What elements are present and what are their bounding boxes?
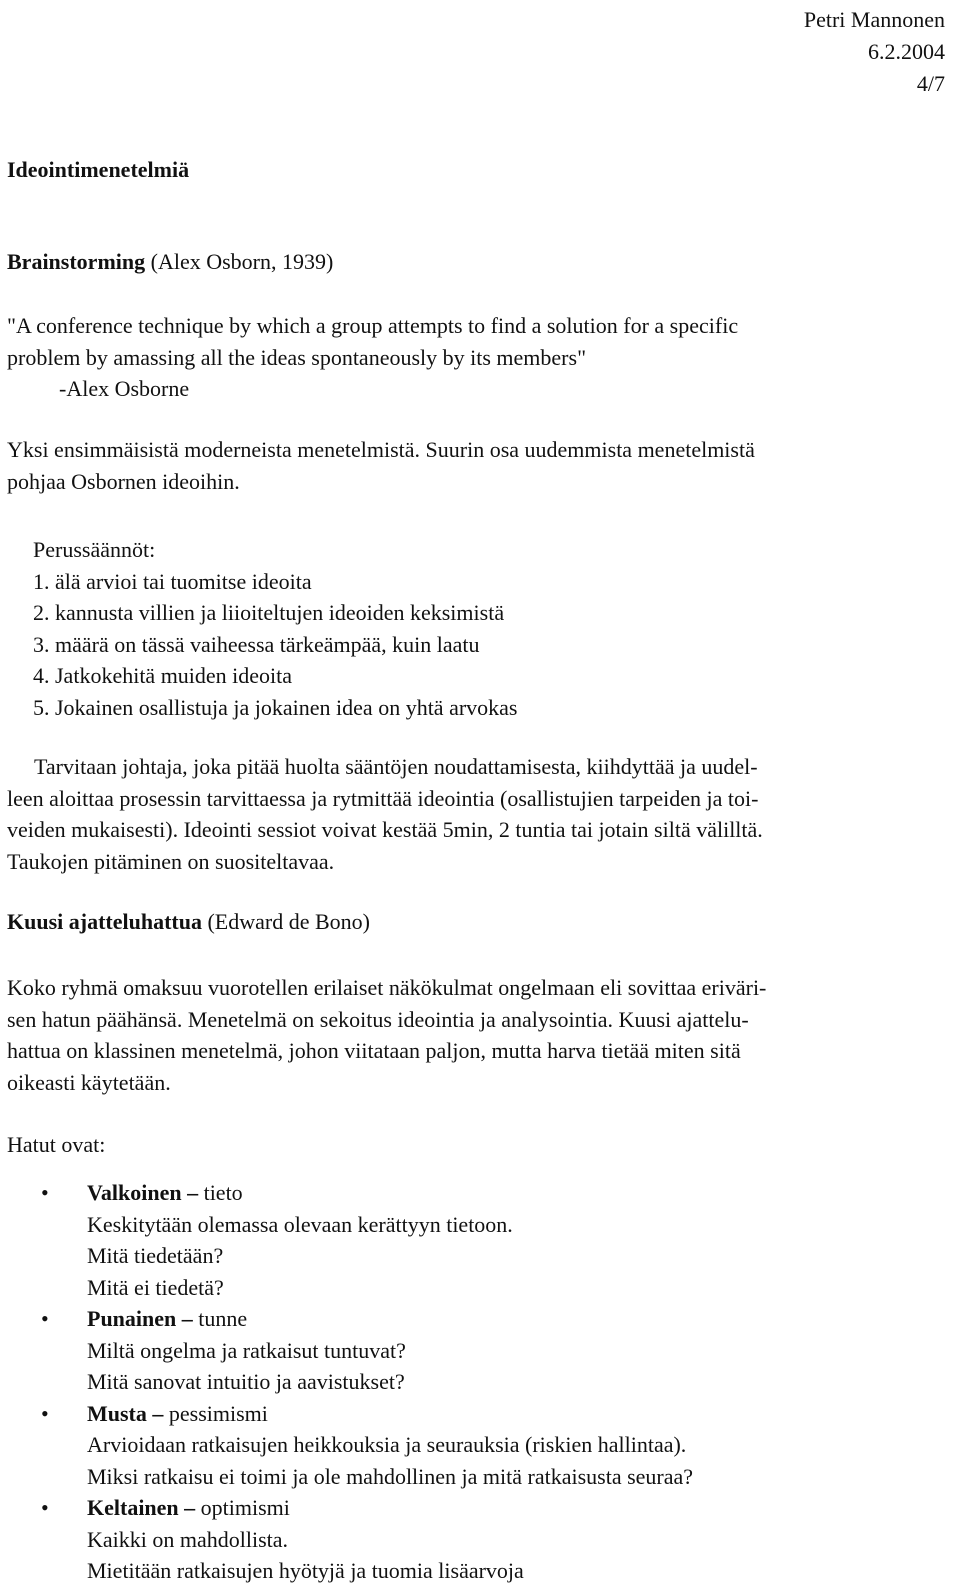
quote-author: -Alex Osborne: [59, 376, 190, 401]
hat-line: Kaikki on mahdollista.: [87, 1526, 289, 1552]
hat-line: Mietitään ratkaisujen hyötyjä ja tuomia lisäarvoja: [87, 1558, 524, 1583]
bullet-icon: •: [41, 1400, 49, 1426]
quote-line: "A conference technique by which a group attempts to find a solution for a specific: [7, 313, 739, 338]
hat-line: Mitä sanovat intuitio ja aavistukset?: [87, 1369, 405, 1394]
hats-title: Hatut ovat:: [7, 1132, 106, 1157]
hat-meaning: optimismi: [200, 1495, 290, 1520]
hat-item-musta: [7, 1398, 947, 1493]
rules-title: Perussäännöt:: [33, 537, 156, 562]
brainstorming-title: Brainstorming: [7, 249, 146, 274]
hat-meaning: pessimismi: [168, 1400, 268, 1426]
bullet-icon: •: [41, 1306, 49, 1331]
rule-item: 4. Jatkokehitä muiden ideoita: [33, 663, 293, 688]
six-hats-intro: [7, 972, 947, 1098]
hat-name: Valkoinen: [87, 1180, 182, 1205]
paragraph-line: sen hatun päähänsä. Menetelmä on sekoitus ideointia ja analysointia. Kuusi ajattelu-: [7, 1006, 749, 1032]
rule-item: 3. määrä on tässä vaiheessa tärkeämpää, kuin laatu: [33, 631, 480, 657]
six-hats-title: Kuusi ajatteluhattua: [7, 909, 202, 934]
paragraph-line: veiden mukaisesti). Ideointi sessiot voivat kestää 5min, 2 tuntia tai jotain siltä välilltä.: [7, 817, 763, 842]
hat-dash: –: [184, 1495, 196, 1520]
paragraph-line: Koko ryhmä omaksuu vuorotellen erilaiset näkökulmat ongelmaan eli sovittaa eriväri-: [7, 975, 767, 1000]
bullet-icon: •: [41, 1495, 49, 1520]
page-title: Ideointimenetelmiä: [7, 157, 190, 182]
rules-list: [33, 534, 517, 723]
paragraph-line: leen aloittaa prosessin tarvittaessa ja rytmittää ideointia (osallistujien tarpeiden ja toi-: [7, 785, 759, 811]
author-name: Petri Mannonen: [803, 7, 945, 32]
paragraph-line: Tarvitaan johtaja, joka pitää huolta sääntöjen noudattamisesta, kiihdyttää ja uudel-: [34, 754, 758, 779]
hat-dash: –: [187, 1180, 199, 1205]
hat-item-valkoinen: [7, 1177, 947, 1303]
hat-name: Keltainen: [87, 1495, 179, 1520]
hat-line: Mitä tiedetään?: [87, 1243, 224, 1268]
hat-dash: –: [181, 1306, 193, 1331]
rule-item: 2. kannusta villien ja liioiteltujen ideoiden keksimistä: [33, 600, 505, 625]
brainstorming-heading: [7, 246, 947, 278]
page-number: 4/7: [916, 71, 945, 96]
intro-line: Yksi ensimmäisistä moderneista menetelmistä. Suurin osa uudemmista menetelmistä: [7, 437, 755, 462]
hat-line: Arvioidaan ratkaisujen heikkouksia ja seurauksia (riskien hallintaa).: [87, 1432, 687, 1457]
hat-name: Musta: [87, 1400, 147, 1426]
hat-name: Punainen: [87, 1306, 177, 1331]
brainstorming-attribution: (Alex Osborn, 1939): [150, 249, 334, 274]
brainstorming-quote: [7, 310, 947, 405]
brainstorming-intro: [7, 434, 947, 497]
intro-line: pohjaa Osbornen ideoihin.: [7, 468, 240, 494]
paragraph-line: hattua on klassinen menetelmä, johon viitataan paljon, mutta harva tietää miten sitä: [7, 1038, 741, 1063]
paragraph-line: oikeasti käytetään.: [7, 1069, 171, 1095]
hat-item-keltainen: [7, 1492, 947, 1587]
document-date: 6.2.2004: [868, 39, 945, 64]
hat-line: Miltä ongelma ja ratkaisut tuntuvat?: [87, 1337, 406, 1363]
hats-list: [7, 1177, 947, 1587]
hat-meaning: tunne: [198, 1306, 248, 1331]
paragraph-line: Taukojen pitäminen on suositeltavaa.: [7, 848, 335, 874]
hat-meaning: tieto: [203, 1180, 243, 1205]
six-hats-heading: [7, 906, 947, 938]
hat-line: Mitä ei tiedetä?: [87, 1274, 224, 1300]
hat-item-punainen: [7, 1303, 947, 1398]
page-header: [804, 4, 945, 100]
hat-dash: –: [152, 1400, 164, 1426]
quote-line: problem by amassing all the ideas spontaneously by its members": [7, 344, 587, 370]
rule-item: 1. älä arvioi tai tuomitse ideoita: [33, 568, 312, 594]
bullet-icon: •: [41, 1180, 49, 1205]
six-hats-attribution: (Edward de Bono): [207, 909, 370, 934]
leader-paragraph: [7, 751, 947, 877]
hat-line: Keskitytään olemassa olevaan kerättyyn tietoon.: [87, 1211, 513, 1237]
hat-line: Miksi ratkaisu ei toimi ja ole mahdollinen ja mitä ratkaisusta seuraa?: [87, 1463, 694, 1489]
rule-item: 5. Jokainen osallistuja ja jokainen idea on yhtä arvokas: [33, 694, 518, 720]
